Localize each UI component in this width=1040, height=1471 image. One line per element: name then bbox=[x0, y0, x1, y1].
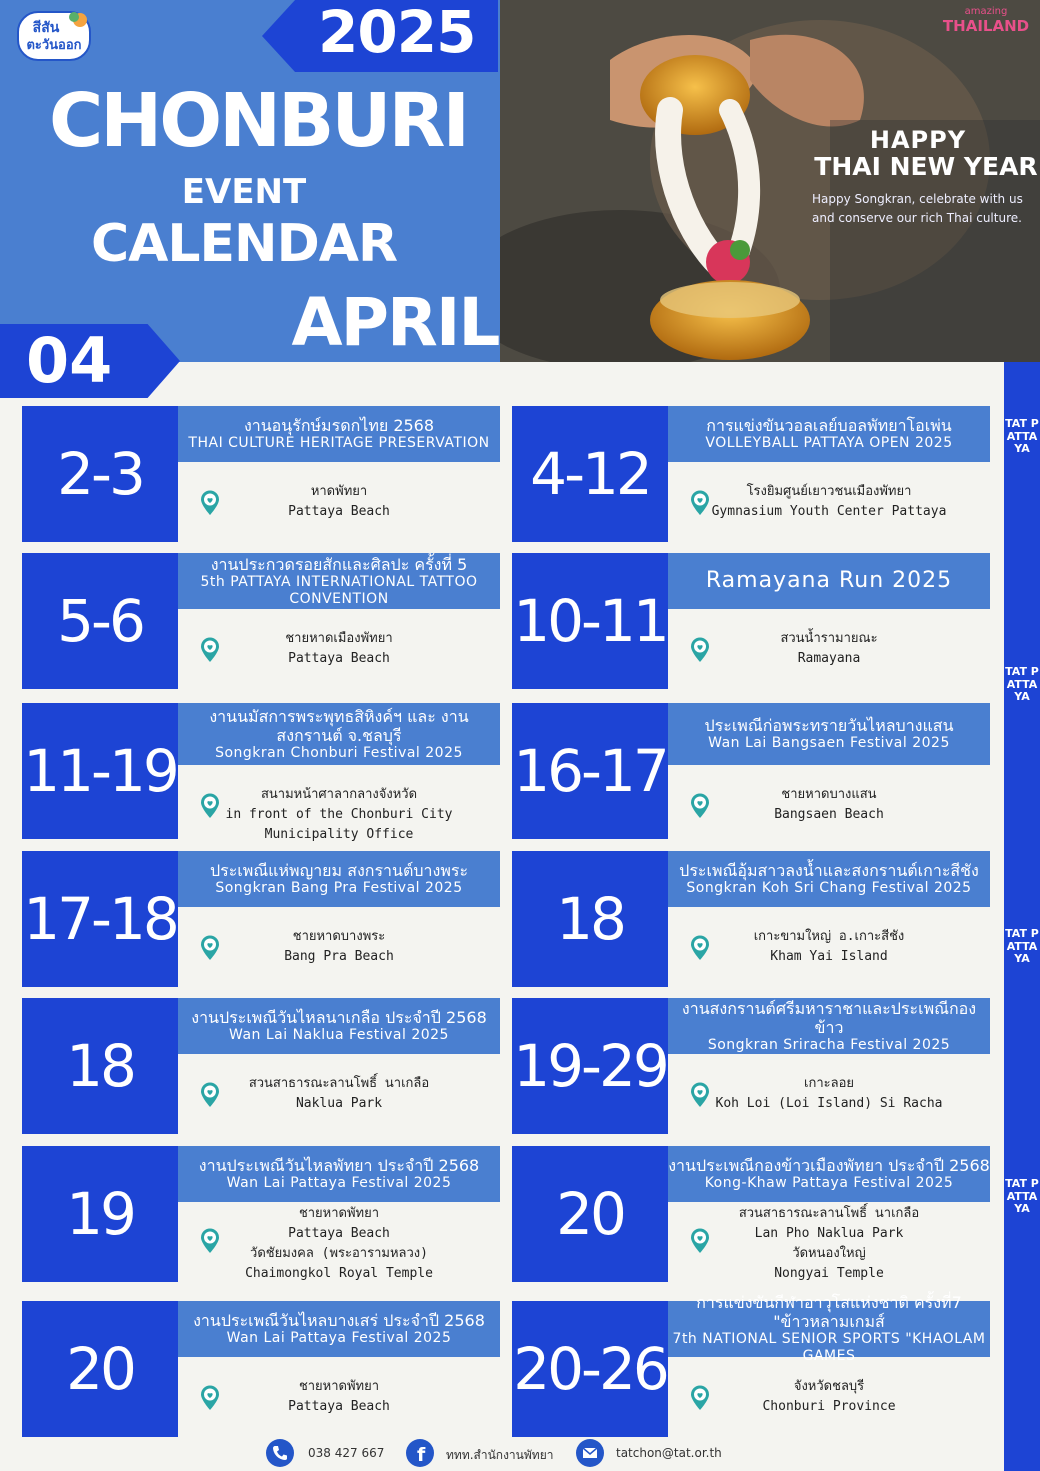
page-subtitle-calendar: CALENDAR bbox=[90, 214, 398, 274]
event-title-thai: ประเพณีแห่พญายม สงกรานต์บางพระ bbox=[209, 861, 469, 880]
event-date: 17-18 bbox=[22, 851, 178, 987]
event-card bbox=[512, 406, 990, 542]
location2-english: Nongyai Temple bbox=[774, 1266, 884, 1281]
event-title: Ramayana Run 2025 bbox=[705, 568, 953, 593]
event-date: 19-29 bbox=[512, 998, 668, 1134]
month-number: 04 bbox=[26, 324, 113, 397]
event-location bbox=[178, 1377, 500, 1417]
event-location bbox=[178, 1074, 500, 1114]
event-title-thai: ประเพณีก่อพระทรายวันไหลบางแสน bbox=[704, 716, 954, 735]
event-date: 11-19 bbox=[22, 703, 178, 839]
event-title-english: THAI CULTURE HERITAGE PRESERVATION bbox=[188, 435, 490, 451]
location-english: Bangsaen Beach bbox=[774, 807, 884, 822]
event-title-thai: งานประเพณีวันไหลบางเสร่ ประจำปี 2568 bbox=[193, 1311, 485, 1330]
side-strip bbox=[1004, 362, 1040, 1471]
event-title-box bbox=[668, 851, 990, 907]
event-title-english: Songkran Sriracha Festival 2025 bbox=[707, 1036, 951, 1053]
event-date: 16-17 bbox=[512, 703, 668, 839]
event-title-english: Kong-Khaw Pattaya Festival 2025 bbox=[704, 1175, 954, 1191]
event-date: 18 bbox=[512, 851, 668, 987]
footer-facebook: ททท.สำนักงานพัทยา bbox=[446, 1448, 554, 1462]
event-title-box bbox=[668, 553, 990, 609]
location2-thai: วัดหนองใหญ่ bbox=[792, 1246, 866, 1261]
event-location bbox=[178, 927, 500, 967]
event-card bbox=[22, 1301, 500, 1437]
page-subtitle-event: EVENT bbox=[181, 172, 307, 212]
event-title-box bbox=[668, 406, 990, 462]
event-title-box bbox=[668, 998, 990, 1054]
event-location bbox=[178, 629, 500, 669]
location-thai: สวนสาธารณะลานโพธิ์ นาเกลือ bbox=[248, 1076, 430, 1091]
event-title-thai: งานนมัสการพระพุทธสิหิงค์ฯ และ งานสงกรานต์ จ.ชลบุรี bbox=[209, 706, 469, 745]
location-pin-icon bbox=[690, 1385, 710, 1411]
location-thai: เกาะลอย bbox=[804, 1076, 854, 1091]
event-location bbox=[668, 927, 990, 967]
svg-text:f: f bbox=[417, 1444, 426, 1466]
event-card bbox=[22, 406, 500, 542]
event-card bbox=[22, 553, 500, 689]
location-english: Pattaya Beach bbox=[288, 504, 390, 519]
location-pin-icon bbox=[200, 490, 220, 516]
location-english: in front of the Chonburi City Municipality Office bbox=[225, 807, 453, 842]
phone-icon bbox=[266, 1439, 294, 1467]
event-title-box bbox=[178, 553, 500, 609]
month-name: APRIL bbox=[291, 284, 499, 361]
location-thai: หาดพัทยา bbox=[310, 484, 368, 499]
event-title-thai: งานประเพณีวันไหลพัทยา ประจำปี 2568 bbox=[198, 1156, 480, 1175]
event-card bbox=[512, 553, 990, 689]
footer-phone: 038 427 667 bbox=[308, 1446, 385, 1460]
facebook-icon bbox=[406, 1439, 434, 1467]
side-label: TAT PATTAYA bbox=[1005, 417, 1039, 455]
event-location bbox=[178, 482, 500, 522]
event-card bbox=[512, 703, 990, 839]
location-pin-icon bbox=[200, 1385, 220, 1411]
sisan-logo bbox=[16, 8, 96, 64]
event-date: 20 bbox=[22, 1301, 178, 1437]
event-date: 20-26 bbox=[512, 1301, 668, 1437]
side-label: TAT PATTAYA bbox=[1005, 927, 1039, 965]
location-pin-icon bbox=[200, 1228, 220, 1254]
event-location bbox=[668, 1204, 990, 1284]
event-title-english: 5th PATTAYA INTERNATIONAL TATTOO CONVENTION bbox=[200, 573, 478, 607]
location-english: Pattaya Beach bbox=[288, 1226, 390, 1241]
location-thai: ชายหาดพัทยา bbox=[298, 1379, 380, 1394]
year: 2025 bbox=[318, 0, 476, 66]
location-pin-icon bbox=[690, 1082, 710, 1108]
location-pin-icon bbox=[690, 637, 710, 663]
footer-email: tatchon@tat.or.th bbox=[616, 1446, 722, 1460]
event-card bbox=[22, 998, 500, 1134]
event-location bbox=[668, 629, 990, 669]
event-card bbox=[22, 1146, 500, 1282]
location-english: Koh Loi (Loi Island) Si Racha bbox=[715, 1096, 943, 1111]
location-thai: ชายหาดบางพระ bbox=[292, 929, 386, 944]
event-title-english: Songkran Bang Pra Festival 2025 bbox=[215, 880, 463, 896]
location-pin-icon bbox=[690, 490, 710, 516]
event-title-thai: งานประเพณีกองข้าวเมืองพัทยา ประจำปี 2568 bbox=[668, 1156, 990, 1175]
event-location bbox=[178, 1204, 500, 1284]
location-thai: ชายหาดเมืองพัทยา bbox=[285, 631, 393, 646]
event-title-box bbox=[178, 851, 500, 907]
logo-text-2: ตะวันออก bbox=[26, 38, 82, 53]
location-english: Ramayana bbox=[797, 651, 861, 666]
location-pin-icon bbox=[200, 793, 220, 819]
event-title-thai: งานอนุรักษ์มรดกไทย 2568 bbox=[243, 416, 435, 435]
event-location bbox=[668, 482, 990, 522]
event-card bbox=[512, 851, 990, 987]
event-location bbox=[668, 1074, 990, 1114]
location2-english: Chaimongkol Royal Temple bbox=[245, 1266, 433, 1281]
event-title-box bbox=[668, 1293, 990, 1364]
event-location bbox=[668, 1377, 990, 1417]
location-english: Pattaya Beach bbox=[288, 1399, 390, 1414]
event-title-box bbox=[668, 1146, 990, 1202]
event-card bbox=[22, 703, 500, 842]
event-location bbox=[178, 785, 500, 845]
event-date: 2-3 bbox=[22, 406, 178, 542]
event-date: 5-6 bbox=[22, 553, 178, 689]
event-card bbox=[22, 851, 500, 987]
location-pin-icon bbox=[690, 793, 710, 819]
location-thai: จังหวัดชลบุรี bbox=[793, 1379, 865, 1394]
event-title-english: VOLLEYBALL PATTAYA OPEN 2025 bbox=[705, 435, 953, 451]
location-thai: ชายหาดพัทยา bbox=[298, 1206, 380, 1221]
location-pin-icon bbox=[690, 935, 710, 961]
event-title-thai: งานสงกรานต์ศรีมหาราชาและประเพณีกองข้าว bbox=[681, 998, 977, 1037]
location-thai: โรงยิมศูนย์เยาวชนเมืองพัทยา bbox=[746, 484, 912, 499]
songkran-photo bbox=[500, 0, 1040, 362]
location-english: Lan Pho Naklua Park bbox=[754, 1226, 904, 1241]
event-title-box bbox=[178, 1301, 500, 1357]
location-thai: เกาะขามใหญ่ อ.เกาะสีชัง bbox=[753, 929, 905, 944]
page-title: CHONBURI bbox=[48, 78, 468, 164]
event-title-box bbox=[178, 1146, 500, 1202]
event-title-box bbox=[178, 406, 500, 462]
event-title-english: Wan Lai Pattaya Festival 2025 bbox=[226, 1175, 452, 1191]
location-english: Kham Yai Island bbox=[770, 949, 888, 964]
location-thai: สนามหน้าศาลากลางจังหวัด bbox=[260, 787, 418, 802]
location-pin-icon bbox=[200, 935, 220, 961]
location-english: Bang Pra Beach bbox=[284, 949, 394, 964]
location-english: Gymnasium Youth Center Pattaya bbox=[711, 504, 947, 519]
event-location bbox=[668, 785, 990, 825]
side-label: TAT PATTAYA bbox=[1005, 665, 1039, 703]
event-title-thai: งานประกวดรอยสักและศิลปะ ครั้งที่ 5 bbox=[210, 554, 468, 574]
event-date: 20 bbox=[512, 1146, 668, 1282]
location-pin-icon bbox=[200, 637, 220, 663]
event-title-thai: งานประเพณีวันไหลนาเกลือ ประจำปี 2568 bbox=[191, 1008, 487, 1027]
location2-thai: วัดชัยมงคล (พระอารามหลวง) bbox=[250, 1246, 428, 1261]
event-title-english: Songkran Koh Sri Chang Festival 2025 bbox=[686, 880, 972, 896]
amazing-thailand-logo: amazing THAILAND bbox=[942, 6, 1030, 35]
location-pin-icon bbox=[690, 1228, 710, 1254]
event-title-english: Wan Lai Bangsaen Festival 2025 bbox=[708, 735, 950, 751]
event-title-box bbox=[668, 703, 990, 765]
photo-title-new-year: THAI NEW YEAR bbox=[814, 152, 1038, 181]
event-date: 18 bbox=[22, 998, 178, 1134]
location-thai: ชายหาดบางแสน bbox=[781, 787, 877, 802]
event-date: 19 bbox=[22, 1146, 178, 1282]
event-title-thai: การแข่งขันกีฬาอาวุโสแห่งชาติ ครั้งที่7 "ข้าวหลามเกมส์ bbox=[696, 1293, 962, 1331]
event-card bbox=[512, 998, 990, 1134]
event-card bbox=[512, 1146, 990, 1282]
photo-caption: Happy Songkran, celebrate with us and conserve our rich Thai culture. bbox=[812, 192, 1023, 225]
event-title-english: Songkran Chonburi Festival 2025 bbox=[215, 744, 463, 761]
event-title-box bbox=[178, 703, 500, 765]
location-thai: สวนสาธารณะลานโพธิ์ นาเกลือ bbox=[738, 1206, 920, 1221]
location-thai: สวนน้ำรามายณะ bbox=[780, 631, 878, 646]
photo-title-happy: HAPPY bbox=[869, 126, 967, 154]
location-english: Naklua Park bbox=[295, 1096, 383, 1111]
event-title-thai: ประเพณีอุ้มสาวลงน้ำและสงกรานต์เกาะสีชัง bbox=[679, 861, 979, 880]
logo-text-1: สีสัน bbox=[32, 20, 60, 36]
event-date: 10-11 bbox=[512, 553, 668, 689]
location-pin-icon bbox=[200, 1082, 220, 1108]
location-english: Pattaya Beach bbox=[288, 651, 390, 666]
event-title-box bbox=[178, 998, 500, 1054]
event-title-english: Wan Lai Naklua Festival 2025 bbox=[229, 1027, 449, 1043]
event-title-english: 7th NATIONAL SENIOR SPORTS "KHAOLAM GAMES bbox=[672, 1331, 986, 1364]
location-english: Chonburi Province bbox=[762, 1399, 896, 1414]
event-title-english: Wan Lai Pattaya Festival 2025 bbox=[226, 1330, 452, 1346]
email-icon bbox=[576, 1439, 604, 1467]
side-label: TAT PATTAYA bbox=[1005, 1177, 1039, 1215]
event-date: 4-12 bbox=[512, 406, 668, 542]
event-title-thai: การแข่งขันวอลเลย์บอลพัทยาโอเพ่น bbox=[706, 416, 952, 435]
event-card bbox=[512, 1293, 990, 1437]
